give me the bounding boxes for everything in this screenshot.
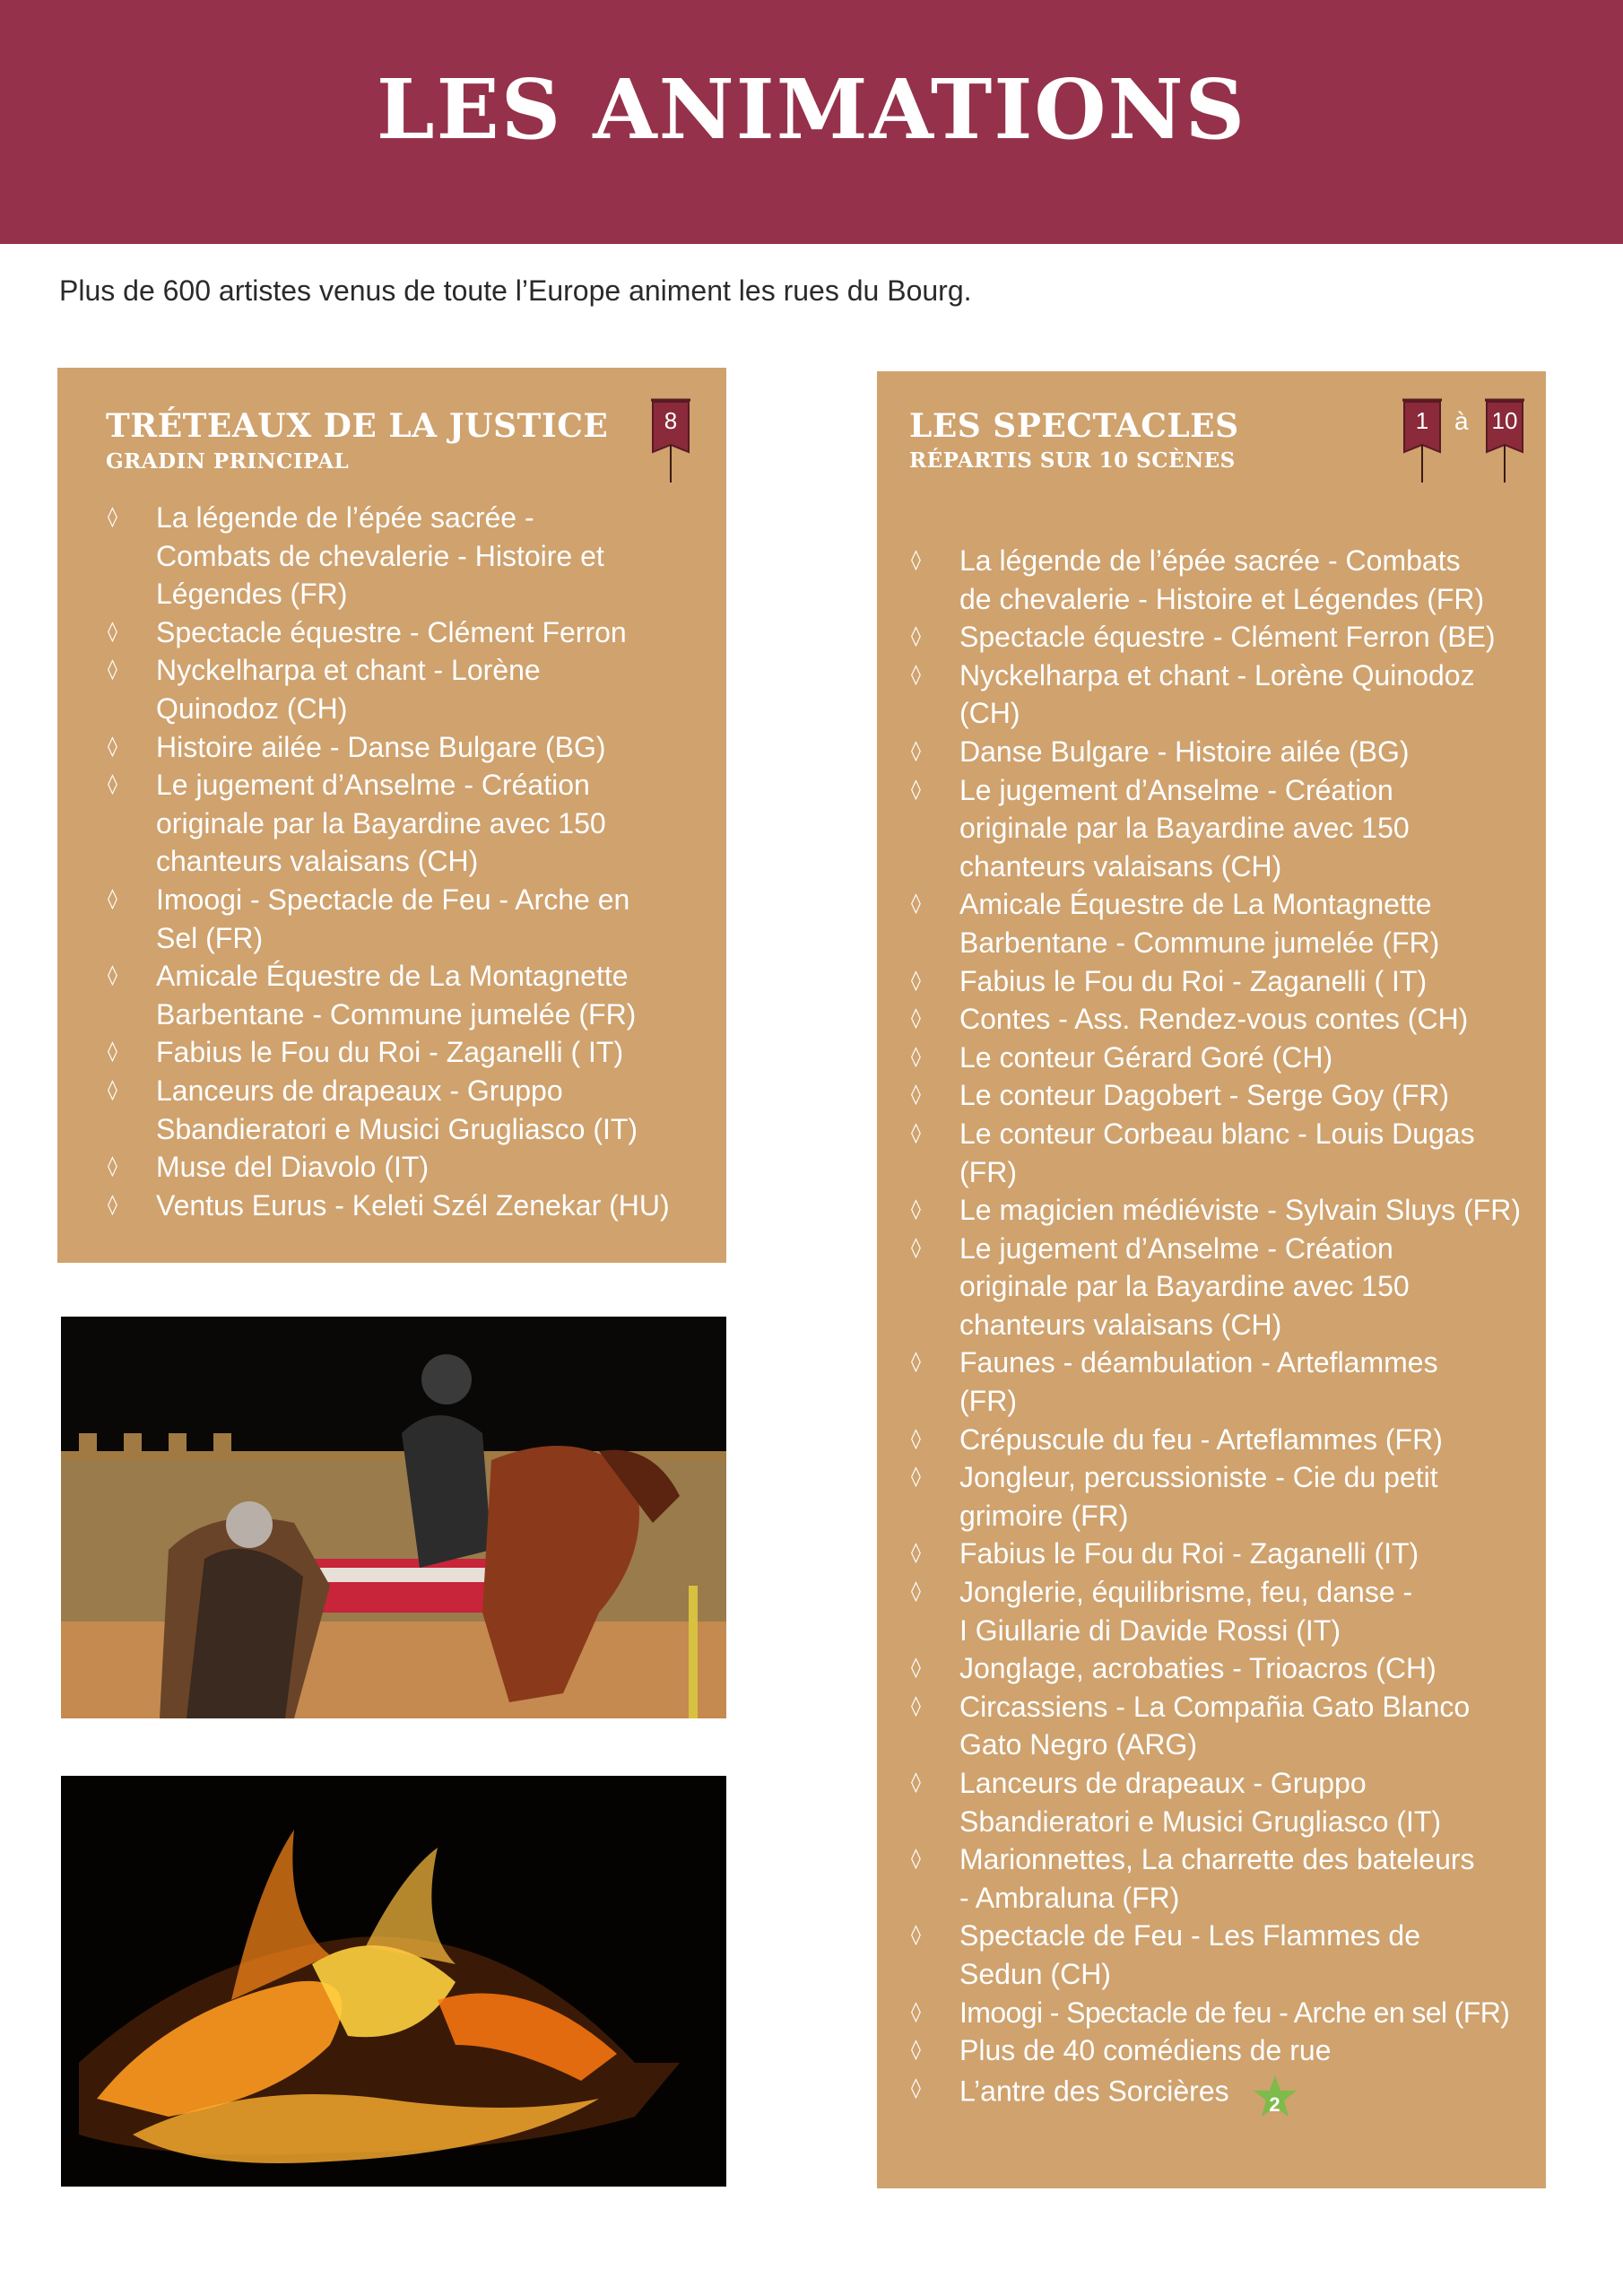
diamond-icon: ◊ xyxy=(108,1193,117,1216)
diamond-icon: ◊ xyxy=(911,1924,921,1947)
list-item-continued: I Giullarie di Davide Rossi (IT) xyxy=(959,1613,1341,1647)
list-item: ◊ Fabius le Fou du Roi - Zaganelli ( IT) xyxy=(106,1033,680,1072)
diamond-icon: ◊ xyxy=(108,506,117,528)
list-item-continued: - Ambraluna (FR) xyxy=(959,1881,1180,1914)
diamond-icon: ◊ xyxy=(108,1040,117,1064)
diamond-icon: ◊ xyxy=(911,969,921,992)
diamond-icon: ◊ xyxy=(911,549,921,571)
list-item: ◊ Imoogi - Spectacle de Feu - Arche en xyxy=(106,881,680,919)
list-item: ◊ Le magicien médiéviste - Sylvain Sluys (FR) xyxy=(909,1191,1528,1230)
list-item-continued: (CH) xyxy=(959,697,1020,730)
diamond-icon: ◊ xyxy=(911,1580,921,1604)
list-item: ◊ Le conteur Corbeau blanc - Louis Dugas xyxy=(909,1115,1528,1153)
diamond-icon: ◊ xyxy=(108,887,117,910)
panel-subtitle: RÉPARTIS SUR 10 SCÈNES xyxy=(909,448,1236,473)
list-item: ◊ Danse Bulgare - Histoire ailée (BG) xyxy=(909,733,1528,771)
knight-horse-photo xyxy=(61,1317,726,1718)
diamond-icon: ◊ xyxy=(911,1007,921,1031)
diamond-icon: ◊ xyxy=(911,1771,921,1794)
diamond-icon: ◊ xyxy=(911,1848,921,1871)
stage-banner-icon xyxy=(1483,396,1526,486)
list-item-continued: (FR) xyxy=(959,1385,1017,1418)
diamond-icon: ◊ xyxy=(911,1465,921,1489)
stage-banner-icon xyxy=(1401,396,1444,486)
fire-sculpture-photo xyxy=(61,1776,726,2187)
diamond-icon: ◊ xyxy=(911,1045,921,1068)
list-item: ◊ Jonglage, acrobaties - Trioacros (CH) xyxy=(909,1649,1528,1688)
diamond-icon: ◊ xyxy=(911,1542,921,1565)
list-item: ◊ Lanceurs de drapeaux - Gruppo xyxy=(909,1764,1528,1803)
list-item: ◊ Spectacle de Feu - Les Flammes de xyxy=(909,1917,1528,1955)
right-show-list xyxy=(909,542,1528,2117)
list-item-continued: Gato Negro (ARG) xyxy=(959,1728,1197,1761)
list-item: ◊ La légende de l’épée sacrée - xyxy=(106,499,680,537)
list-item-continued: Légendes (FR) xyxy=(156,578,348,611)
list-item-continued: Combats de chevalerie - Histoire et xyxy=(156,539,604,572)
panel-title: LES SPECTACLES xyxy=(909,407,1239,445)
list-item-continued: Sbandieratori e Musici Grugliasco (IT) xyxy=(156,1112,638,1145)
list-item: ◊ Jongleur, percussioniste - Cie du petit xyxy=(909,1458,1528,1497)
list-item: ◊ Histoire ailée - Danse Bulgare (BG) xyxy=(106,728,680,767)
list-item: ◊ Nyckelharpa et chant - Lorène xyxy=(106,651,680,690)
list-item: ◊ Contes - Ass. Rendez-vous contes (CH) xyxy=(909,1000,1528,1039)
diamond-icon: ◊ xyxy=(108,964,117,987)
diamond-icon: ◊ xyxy=(108,1078,117,1101)
panel-title: TRÉTEAUX DE LA JUSTICE xyxy=(106,407,609,445)
stage-number-to: 10 xyxy=(1491,407,1518,434)
panel-subtitle: GRADIN PRINCIPAL xyxy=(106,449,350,474)
list-item-continued: Barbentane - Commune jumelée (FR) xyxy=(156,997,637,1031)
list-item-continued: originale par la Bayardine avec 150 xyxy=(156,806,606,839)
diamond-icon: ◊ xyxy=(911,1198,921,1222)
diamond-icon: ◊ xyxy=(911,739,921,762)
list-item: ◊ Muse del Diavolo (IT) xyxy=(106,1148,680,1187)
list-item: ◊ Crépuscule du feu - Arteflammes (FR) xyxy=(909,1421,1528,1459)
list-item-continued: Sel (FR) xyxy=(156,921,264,954)
diamond-icon: ◊ xyxy=(911,1427,921,1450)
diamond-icon: ◊ xyxy=(911,1351,921,1374)
list-item-continued: chanteurs valaisans (CH) xyxy=(959,849,1282,883)
diamond-icon: ◊ xyxy=(911,1121,921,1144)
list-item: ◊ Marionnettes, La charrette des bateleurs xyxy=(909,1840,1528,1879)
treteaux-panel xyxy=(57,368,726,1263)
star-icon xyxy=(1252,2074,1298,2120)
diamond-icon: ◊ xyxy=(911,625,921,648)
diamond-icon: ◊ xyxy=(108,658,117,682)
diamond-icon: ◊ xyxy=(108,735,117,758)
list-item: ◊ Le jugement d’Anselme - Création xyxy=(909,771,1528,810)
diamond-icon: ◊ xyxy=(911,1083,921,1107)
diamond-icon: ◊ xyxy=(911,1657,921,1680)
list-item-continued: grimoire (FR) xyxy=(959,1499,1129,1532)
list-item-continued: originale par la Bayardine avec 150 xyxy=(959,812,1410,845)
diamond-icon: ◊ xyxy=(911,2076,921,2100)
spectacles-panel xyxy=(877,371,1546,2188)
list-item: ◊ Imoogi - Spectacle de feu - Arche en sel (FR) xyxy=(909,1994,1528,2032)
list-item-continued: de chevalerie - Histoire et Légendes (FR) xyxy=(959,582,1485,615)
list-item: ◊ L’antre des Sorcières 2 xyxy=(909,2070,1528,2117)
list-item-continued: Quinodoz (CH) xyxy=(156,691,348,725)
list-item: ◊ Ventus Eurus - Keleti Szél Zenekar (HU) xyxy=(106,1187,680,1225)
list-item: ◊ Amicale Équestre de La Montagnette xyxy=(106,957,680,996)
list-item-continued: chanteurs valaisans (CH) xyxy=(959,1308,1282,1341)
list-item: ◊ Jonglerie, équilibrisme, feu, danse - xyxy=(909,1573,1528,1612)
page-header xyxy=(0,0,1623,244)
page-title: LES ANIMATIONS xyxy=(376,61,1247,158)
list-item-continued: Sedun (CH) xyxy=(959,1957,1111,1990)
list-item: ◊ Plus de 40 comédiens de rue xyxy=(909,2031,1528,2070)
stage-banner-icon xyxy=(649,396,692,486)
diamond-icon: ◊ xyxy=(108,1155,117,1178)
list-item: ◊ Spectacle équestre - Clément Ferron (BE) xyxy=(909,618,1528,657)
list-item: ◊ Le jugement d’Anselme - Création xyxy=(106,766,680,804)
intro-text: Plus de 600 artistes venus de toute l’Europe animent les rues du Bourg. xyxy=(59,274,972,307)
list-item-continued: Sbandieratori e Musici Grugliasco (IT) xyxy=(959,1805,1442,1838)
diamond-icon: ◊ xyxy=(108,773,117,796)
diamond-icon: ◊ xyxy=(911,1236,921,1259)
diamond-icon: ◊ xyxy=(911,2000,921,2023)
list-item: ◊ Fabius le Fou du Roi - Zaganelli ( IT) xyxy=(909,962,1528,1001)
list-item: ◊ Nyckelharpa et chant - Lorène Quinodoz xyxy=(909,657,1528,695)
list-item: ◊ Le conteur Gérard Goré (CH) xyxy=(909,1039,1528,1077)
list-item-continued: originale par la Bayardine avec 150 xyxy=(959,1270,1410,1303)
list-item-continued: chanteurs valaisans (CH) xyxy=(156,845,479,878)
list-item-continued: Barbentane - Commune jumelée (FR) xyxy=(959,926,1440,959)
list-item: ◊ Le conteur Dagobert - Serge Goy (FR) xyxy=(909,1076,1528,1115)
range-separator: à xyxy=(1454,407,1469,435)
left-show-list xyxy=(106,499,680,1224)
list-item-continued: (FR) xyxy=(959,1155,1017,1188)
diamond-icon: ◊ xyxy=(911,2039,921,2062)
list-item: ◊ Lanceurs de drapeaux - Gruppo xyxy=(106,1072,680,1110)
stage-number: 8 xyxy=(664,407,678,434)
diamond-icon: ◊ xyxy=(911,663,921,686)
diamond-icon: ◊ xyxy=(108,620,117,643)
star-badge-number: 2 xyxy=(1269,2092,1280,2116)
diamond-icon: ◊ xyxy=(911,892,921,916)
list-item: ◊ Fabius le Fou du Roi - Zaganelli (IT) xyxy=(909,1535,1528,1573)
stage-number-from: 1 xyxy=(1415,407,1429,434)
list-item: ◊ Le jugement d’Anselme - Création xyxy=(909,1230,1528,1268)
list-item: ◊ Circassiens - La Compañia Gato Blanco xyxy=(909,1688,1528,1726)
diamond-icon: ◊ xyxy=(911,778,921,801)
list-item: ◊ Faunes - déambulation - Arteflammes xyxy=(909,1344,1528,1382)
list-item: ◊ Spectacle équestre - Clément Ferron xyxy=(106,613,680,652)
list-item: ◊ Amicale Équestre de La Montagnette xyxy=(909,885,1528,924)
list-item: ◊ La légende de l’épée sacrée - Combats xyxy=(909,542,1528,580)
diamond-icon: ◊ xyxy=(911,1694,921,1718)
